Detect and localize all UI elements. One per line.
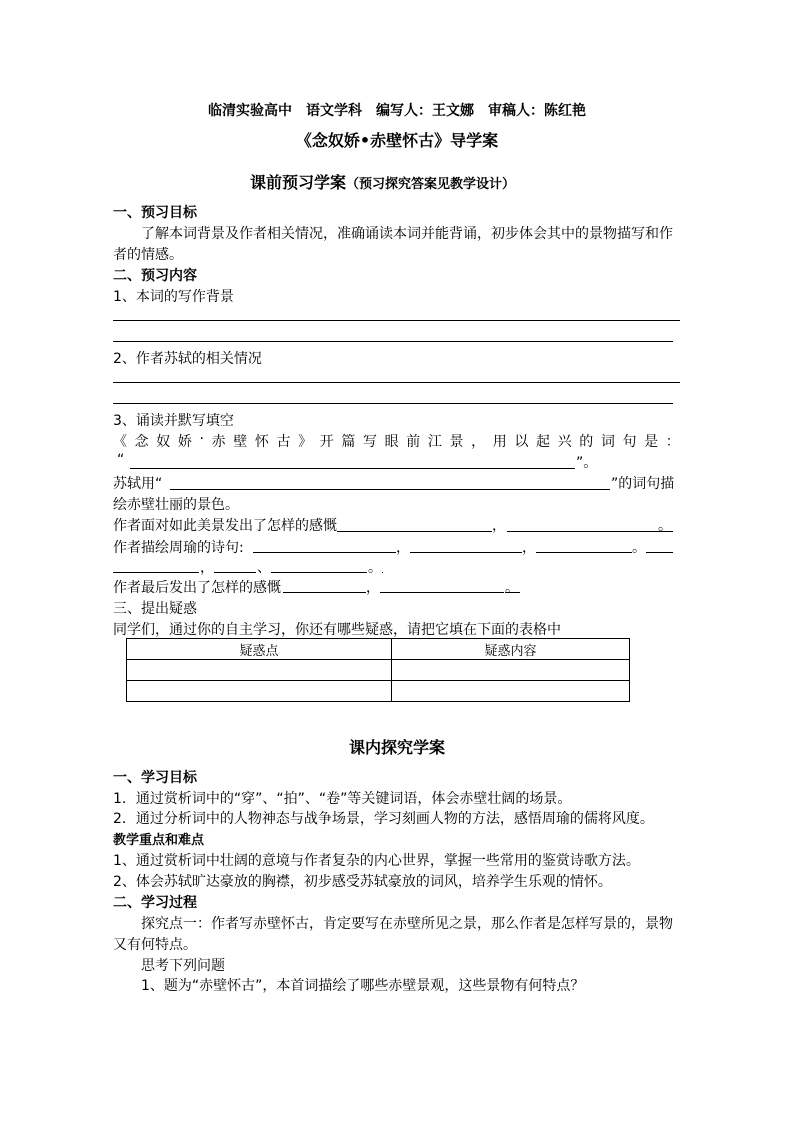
preview-heading-note: （预习探究答案见教学设计） [346, 177, 516, 192]
answer-line[interactable] [113, 382, 680, 383]
char: 》 [298, 434, 313, 450]
question-1: 1、题为“赤壁怀古”，本首词描绘了哪些赤壁景观，这些景物有何特点？ [141, 978, 585, 994]
learning-goal-1: 1．通过赏析词中的“穿”、“拍”、“卷”等关键词语，体会赤壁壮阔的场景。 [113, 791, 572, 807]
open-quote: “ [117, 452, 125, 468]
char: 娇 [177, 434, 192, 450]
table-row [127, 681, 630, 702]
header-line: 临清实验高中 语文学科 编写人：王文娜 审稿人：陈红艳 [208, 103, 586, 119]
blank[interactable] [380, 592, 504, 593]
fill5-prompt: 作者最后发出了怎样的感慨 [113, 580, 281, 596]
char: ， [471, 434, 486, 450]
questions-instructions: 同学们，通过你的自主学习，你还有哪些疑惑，请把它填在下面的表格中 [113, 622, 561, 638]
preview-goal-text-1: 了解本词背景及作者相关情况，准确诵读本词并能背诵，初步体会其中的景物描写和作 [141, 226, 673, 242]
table-row [127, 660, 630, 681]
preview-content-title: 二、预习内容 [113, 268, 197, 284]
blank[interactable] [410, 552, 522, 553]
table-cell[interactable] [392, 681, 630, 702]
blank[interactable] [657, 531, 673, 532]
comma: ， [396, 540, 410, 556]
preview-heading-text: 课前预习学案 [250, 173, 347, 192]
preview-goal-title: 一、预习目标 [113, 205, 197, 221]
comma: ， [200, 560, 214, 576]
answer-line[interactable] [113, 320, 680, 321]
blank[interactable] [536, 552, 632, 553]
blank[interactable] [130, 468, 575, 469]
inclass-heading: 课内探究学案 [348, 738, 445, 757]
questions-table [126, 638, 630, 702]
char: 念 [134, 434, 149, 450]
fill3-prompt: 作者面对如此美景发出了怎样的感慨 [113, 518, 337, 534]
exploration-point-1-cont: 又有何特点。 [113, 937, 197, 953]
blank[interactable] [382, 572, 383, 573]
char: 开 [319, 434, 334, 450]
blank[interactable] [113, 572, 199, 573]
blank[interactable] [507, 531, 657, 532]
table-header-cell: 疑惑点 [127, 639, 392, 660]
preview-heading [250, 170, 515, 193]
blank[interactable] [505, 592, 520, 593]
char: 写 [362, 434, 377, 450]
char: 句 [622, 434, 637, 450]
answer-line[interactable] [113, 341, 673, 342]
document-title: 《念奴娇•赤壁怀古》导学案 [295, 131, 499, 150]
learning-goal-2: 2．通过分析词中的人物神态与战争场景，学习刻画人物的方法，感悟周瑜的儒将风度。 [113, 811, 654, 827]
blank[interactable] [253, 552, 396, 553]
answer-line[interactable] [113, 403, 673, 404]
char: 怀 [254, 434, 269, 450]
focus-2: 2、体会苏轼旷达豪放的胸襟，初步感受苏轼豪放的词风，培养学生乐观的情怀。 [113, 874, 612, 890]
fill-prompt-opening [113, 431, 680, 451]
preview-goal-text-2: 者的情感。 [113, 247, 183, 263]
period: 。 [505, 580, 519, 596]
close-quote: ”。 [576, 455, 598, 471]
char: 景 [449, 434, 464, 450]
table-cell[interactable] [127, 660, 392, 681]
table-header-row [127, 639, 630, 660]
fill2-prefix: 苏轼用“ [113, 476, 163, 492]
char: ： [665, 434, 680, 450]
char: 眼 [384, 434, 399, 450]
exploration-point-1: 探究点一：作者写赤壁怀古，肯定要写在赤壁所见之景，那么作者是怎样写景的，景物 [141, 916, 673, 932]
focus-1: 1、通过赏析词中壮阔的意境与作者复杂的内心世界，掌握一些常用的鉴赏诗歌方法。 [113, 853, 640, 869]
fill2-continuation: 绘赤壁壮丽的景色。 [113, 497, 239, 513]
period: 。 [632, 540, 646, 556]
fill2-suffix: ”的词句描 [611, 476, 675, 492]
char: 篇 [341, 434, 356, 450]
char: 壁 [233, 434, 248, 450]
fill4-prompt: 作者描绘周瑜的诗句: [113, 540, 244, 556]
blank[interactable] [337, 531, 492, 532]
focus-title: 教学重点和难点 [113, 833, 205, 848]
question-author: 2、作者苏轼的相关情况 [113, 351, 262, 367]
enumeration-comma: 、 [257, 560, 271, 576]
learning-goal-title: 一、学习目标 [113, 770, 197, 786]
char: 江 [427, 434, 442, 450]
table-cell[interactable] [127, 681, 392, 702]
char: 《 [113, 434, 127, 450]
comma: ， [522, 540, 536, 556]
blank[interactable] [214, 572, 256, 573]
blank[interactable] [170, 489, 610, 490]
period: 。 [658, 518, 672, 534]
char: 的 [579, 434, 594, 450]
char: 兴 [557, 434, 572, 450]
char: 词 [600, 434, 615, 450]
questions-title: 三、提出疑惑 [113, 601, 197, 617]
char: 赤 [211, 434, 226, 450]
period: 。 [368, 560, 382, 576]
char: 奴 [156, 434, 171, 450]
char: 是 [644, 434, 659, 450]
char: 起 [535, 434, 550, 450]
char: 前 [406, 434, 421, 450]
blank[interactable] [646, 552, 673, 553]
blank[interactable] [283, 592, 366, 593]
char: 古 [276, 434, 291, 450]
char: 用 [492, 434, 507, 450]
comma: ， [366, 580, 380, 596]
char: 以 [514, 434, 529, 450]
char: · [199, 431, 204, 447]
comma: ， [492, 518, 506, 534]
question-recite: 3、诵读并默写填空 [113, 413, 234, 429]
table-cell[interactable] [392, 660, 630, 681]
think-prompt: 思考下列问题 [141, 958, 225, 974]
blank[interactable] [271, 572, 367, 573]
table-header-cell: 疑惑内容 [392, 639, 630, 660]
question-background: 1、本词的写作背景 [113, 289, 234, 305]
learning-process-title: 二、学习过程 [113, 895, 197, 911]
